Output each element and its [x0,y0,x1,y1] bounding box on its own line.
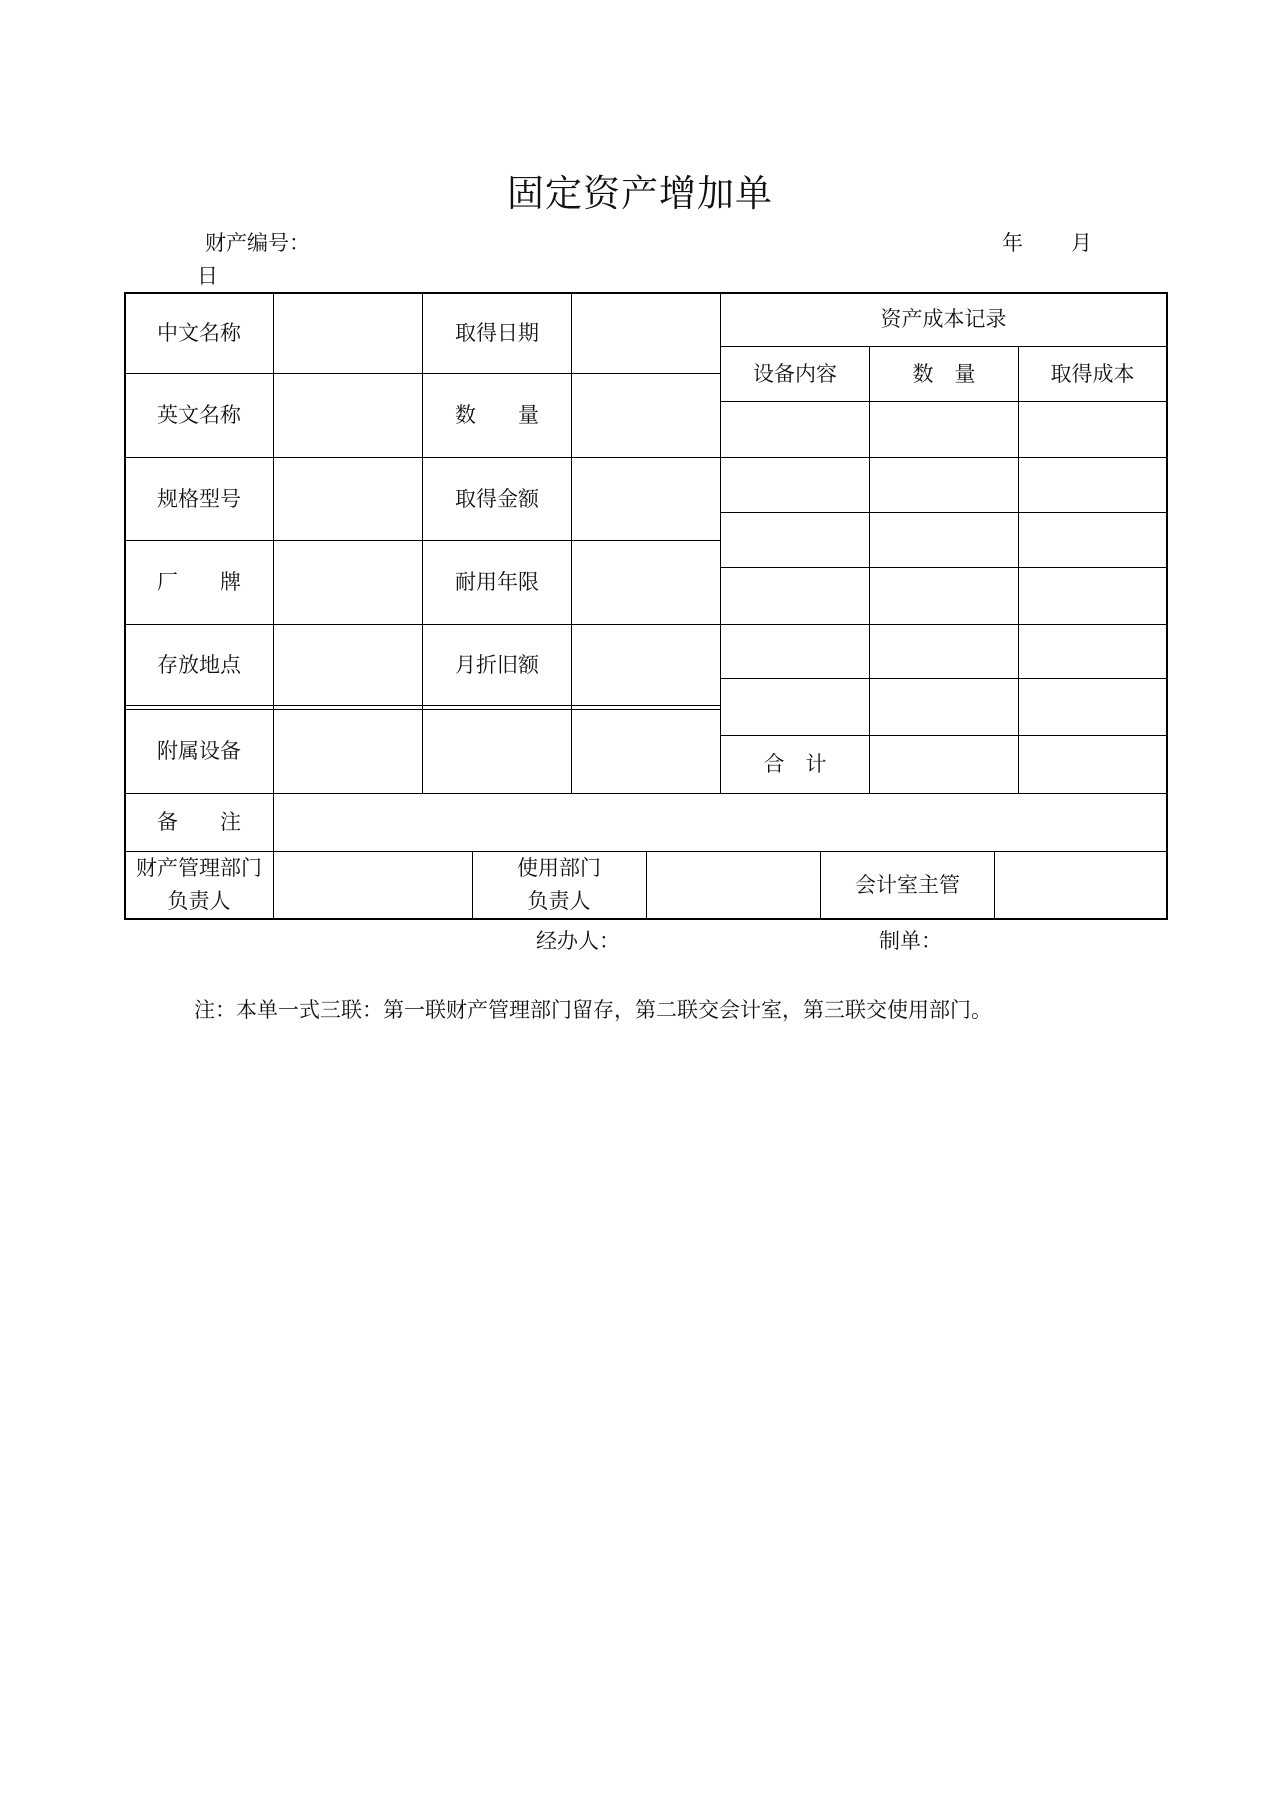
value-accounting-head[interactable] [995,852,1166,918]
page-title: 固定资产增加单 [507,172,773,215]
label-user-dept-head: 使用部门负责人 [517,856,601,913]
value-storage-location[interactable] [274,625,422,705]
label-acquired-date: 取得日期 [455,320,539,345]
value-quantity[interactable] [572,374,720,457]
cost-record-title: 资产成本记录 [880,307,1007,331]
grid-line [869,346,870,793]
label-spec-model: 规格型号 [157,486,241,511]
label-remarks: 备 注 [157,810,241,834]
cost-total-label: 合 计 [763,752,827,776]
cost-col-quantity: 数 量 [912,361,976,386]
preparer-label: 制单： [879,929,942,953]
asset-no-label: 财产编号： [205,231,310,255]
value-accessories[interactable] [274,710,422,793]
value-acquired-amount[interactable] [572,458,720,540]
value-useful-life[interactable] [572,541,720,624]
grid-line [720,401,1167,402]
label-accessories: 附属设备 [157,739,241,763]
grid-line [1018,346,1019,793]
year-label: 年 [1002,231,1023,255]
cost-col-equipment: 设备内容 [753,361,837,386]
month-label: 月 [1071,231,1092,255]
value-spec-model[interactable] [274,458,422,540]
label-useful-life: 耐用年限 [455,570,539,594]
label-property-dept-head: 财产管理部门负责人 [136,856,262,913]
cost-col-cost: 取得成本 [1050,361,1135,386]
day-label: 日 [197,264,218,288]
value-monthly-depreciation[interactable] [572,625,720,705]
grid-line [720,678,1167,679]
value-english-name[interactable] [274,374,422,457]
value-user-dept-head[interactable] [647,852,820,918]
value-remarks[interactable] [274,794,1166,851]
label-monthly-depreciation: 月折旧额 [455,652,539,677]
label-english-name: 英文名称 [157,403,241,427]
label-acquired-amount: 取得金额 [455,486,539,511]
grid-line [472,851,473,919]
label-brand: 厂 牌 [157,570,241,594]
grid-line [720,512,1167,513]
handler-label: 经办人： [536,929,620,953]
grid-line [124,705,720,706]
value-property-dept-head[interactable] [274,852,472,918]
grid-line [720,567,1167,568]
value-brand[interactable] [274,541,422,624]
value-chinese-name[interactable] [274,293,422,373]
label-quantity: 数 量 [455,403,539,427]
label-chinese-name: 中文名称 [157,320,241,345]
label-accounting-head: 会计室主管 [855,872,960,897]
label-storage-location: 存放地点 [157,652,241,677]
grid-line [720,457,1167,458]
form-note: 注：本单一式三联：第一联财产管理部门留存，第二联交会计室，第三联交使用部门。 [194,998,992,1022]
value-acquired-date[interactable] [572,293,720,373]
table-border-right [1166,292,1168,919]
grid-line [720,624,1167,625]
